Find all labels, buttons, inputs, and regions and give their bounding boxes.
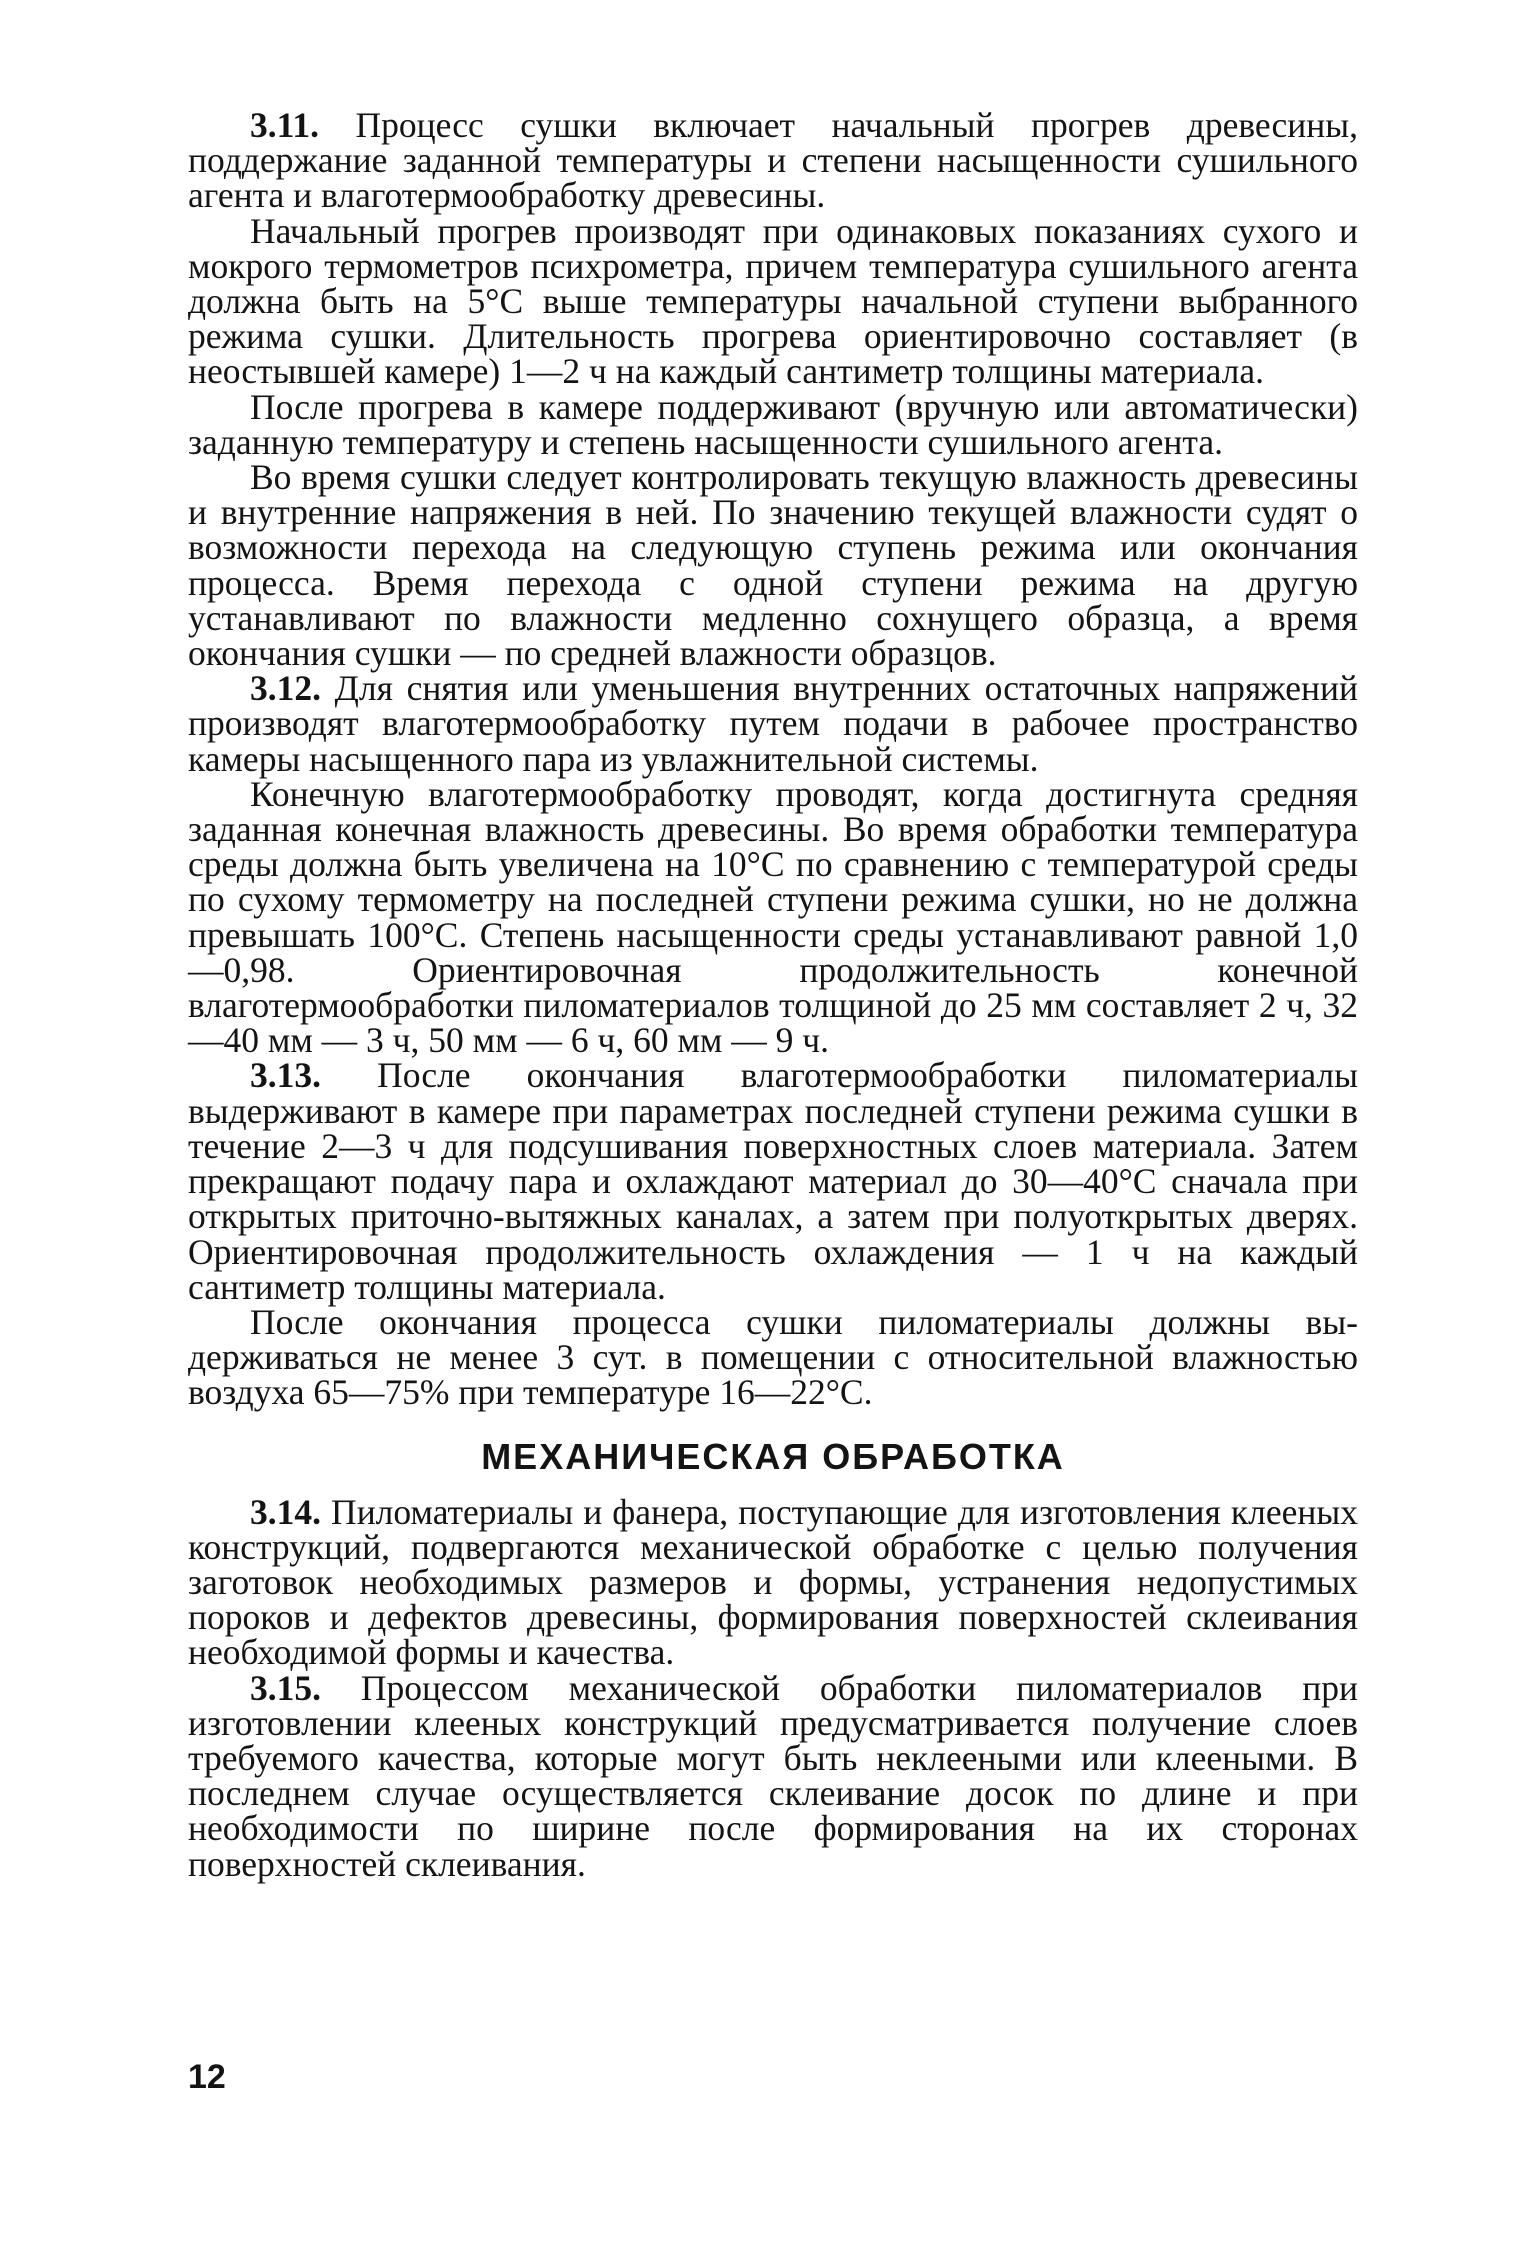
page-number: 12: [188, 2058, 226, 2096]
paragraph: [188, 1055, 1358, 1307]
paragraph: [188, 1667, 1358, 1884]
paragraph-text: Процессом механической обработки пиломатериалов при изготовлении клееных конструкций предусматривается получение слоев требуемого качества, которые могут быть неклееными или клееными. В последнем случае осуществляется склеивание досок по длине и при необходимости по ширине после формирования на их сторонах поверхностей склеивания.: [188, 1667, 1358, 1884]
clause-number: 3.14.: [250, 1491, 321, 1532]
paragraph-text: После прогрева в камере поддерживают (вручную или автоматически) заданную температуру и степень насыщенности сушильного агента.: [188, 386, 1358, 462]
paragraph-text: После окончания процесса сушки пиломатериалы должны выдерживаться не менее 3 сут. в помещении с относительной влажностью воздуха 65—75% при температуре 16—22°С.: [188, 1301, 1358, 1413]
paragraph-text: Начальный прогрев производят при одинаковых показаниях сухого и мокрого термометров психрометра, причем температура сушильного агента должна быть на 5°С выше температуры начальной ступени выбранного режима сушки. Длительность прогрева ориентировочно составляет (в неостывшей камере) 1—2 ч на каждый сантиметр толщины материала.: [188, 210, 1358, 392]
document-page: [188, 105, 1358, 1884]
paragraph: [188, 1301, 1358, 1413]
paragraph-text: Во время сушки следует контролировать текущую влажность древесины и внутренние напряжения в ней. По значению текущей влажности судят о возможности перехода на следующую ступень режима или окончания процесса. Время перехода с одной ступени режима на другую устанавливают по влажности медленно сохнущего образца, а время окончания сушки — по средней влажности образцов.: [188, 457, 1358, 674]
section-3-11-to-3-13: [188, 105, 1358, 1413]
clause-number: 3.13.: [250, 1055, 321, 1096]
paragraph: [188, 1491, 1358, 1673]
clause-number: 3.12.: [250, 668, 321, 709]
paragraph: [188, 210, 1358, 392]
paragraph-text: Для снятия или уменьшения внутренних остаточных напряжений производят влаготермообработку путем подачи в рабочее пространство камеры насыщенного пара из увлажнительной системы.: [188, 668, 1358, 779]
paragraph-text: Пиломатериалы и фанера, поступающие для изготовления клееных конструкций, подвергаются механической обработке с целью получения заготовок необходимых размеров и формы, устранения недопустимых пороков и дефектов древесины, формирования поверхностей склеивания необходимой формы и качества.: [188, 1491, 1358, 1673]
clause-number: 3.15.: [250, 1667, 321, 1708]
paragraph-text: Процесс сушки включает начальный прогрев древесины, поддержание заданной температуры и степени насыщенности сушильного агента и влаготермообработку древесины.: [188, 105, 1358, 216]
paragraph-text: После окончания влаготермообработки пиломатериалы выдерживают в камере при параметрах последней ступени режима сушки в течение 2—3 ч для подсушивания поверхностных слоев материала. Затем прекращают подачу пара и охлаждают материал до 30—40°С сначала при открытых приточно-вытяжных каналах, а затем при полуоткрытых дверях. Ориентировочная продолжительность охлаждения — 1 ч на каждый сантиметр толщины материала.: [188, 1055, 1358, 1307]
section-heading: МЕХАНИЧЕСКАЯ ОБРАБОТКА: [481, 1435, 1065, 1477]
paragraph: [188, 105, 1358, 216]
paragraph: [188, 668, 1358, 779]
paragraph: [188, 773, 1358, 1061]
section-3-14-to-3-15: [188, 1491, 1358, 1884]
paragraph-text: Конечную влаготермообработку проводят, когда достигнута средняя заданная конечная влажность древесины. Во время обработки температура среды должна быть увеличена на 10°С по сравнению с температурой среды по сухому термометру на последней ступени режима сушки, но не должна превышать 100°С. Степень насыщенности среды устанавливают равной 1,0—0,98. Ориентировочная продолжительность конечной влаготермообработки пиломатериалов толщиной до 25 мм составляет 2 ч, 32—40 мм — 3 ч, 50 мм — 6 ч, 60 мм — 9 ч.: [188, 773, 1358, 1061]
paragraph: [188, 457, 1358, 674]
clause-number: 3.11.: [250, 105, 320, 145]
paragraph: [188, 386, 1358, 462]
